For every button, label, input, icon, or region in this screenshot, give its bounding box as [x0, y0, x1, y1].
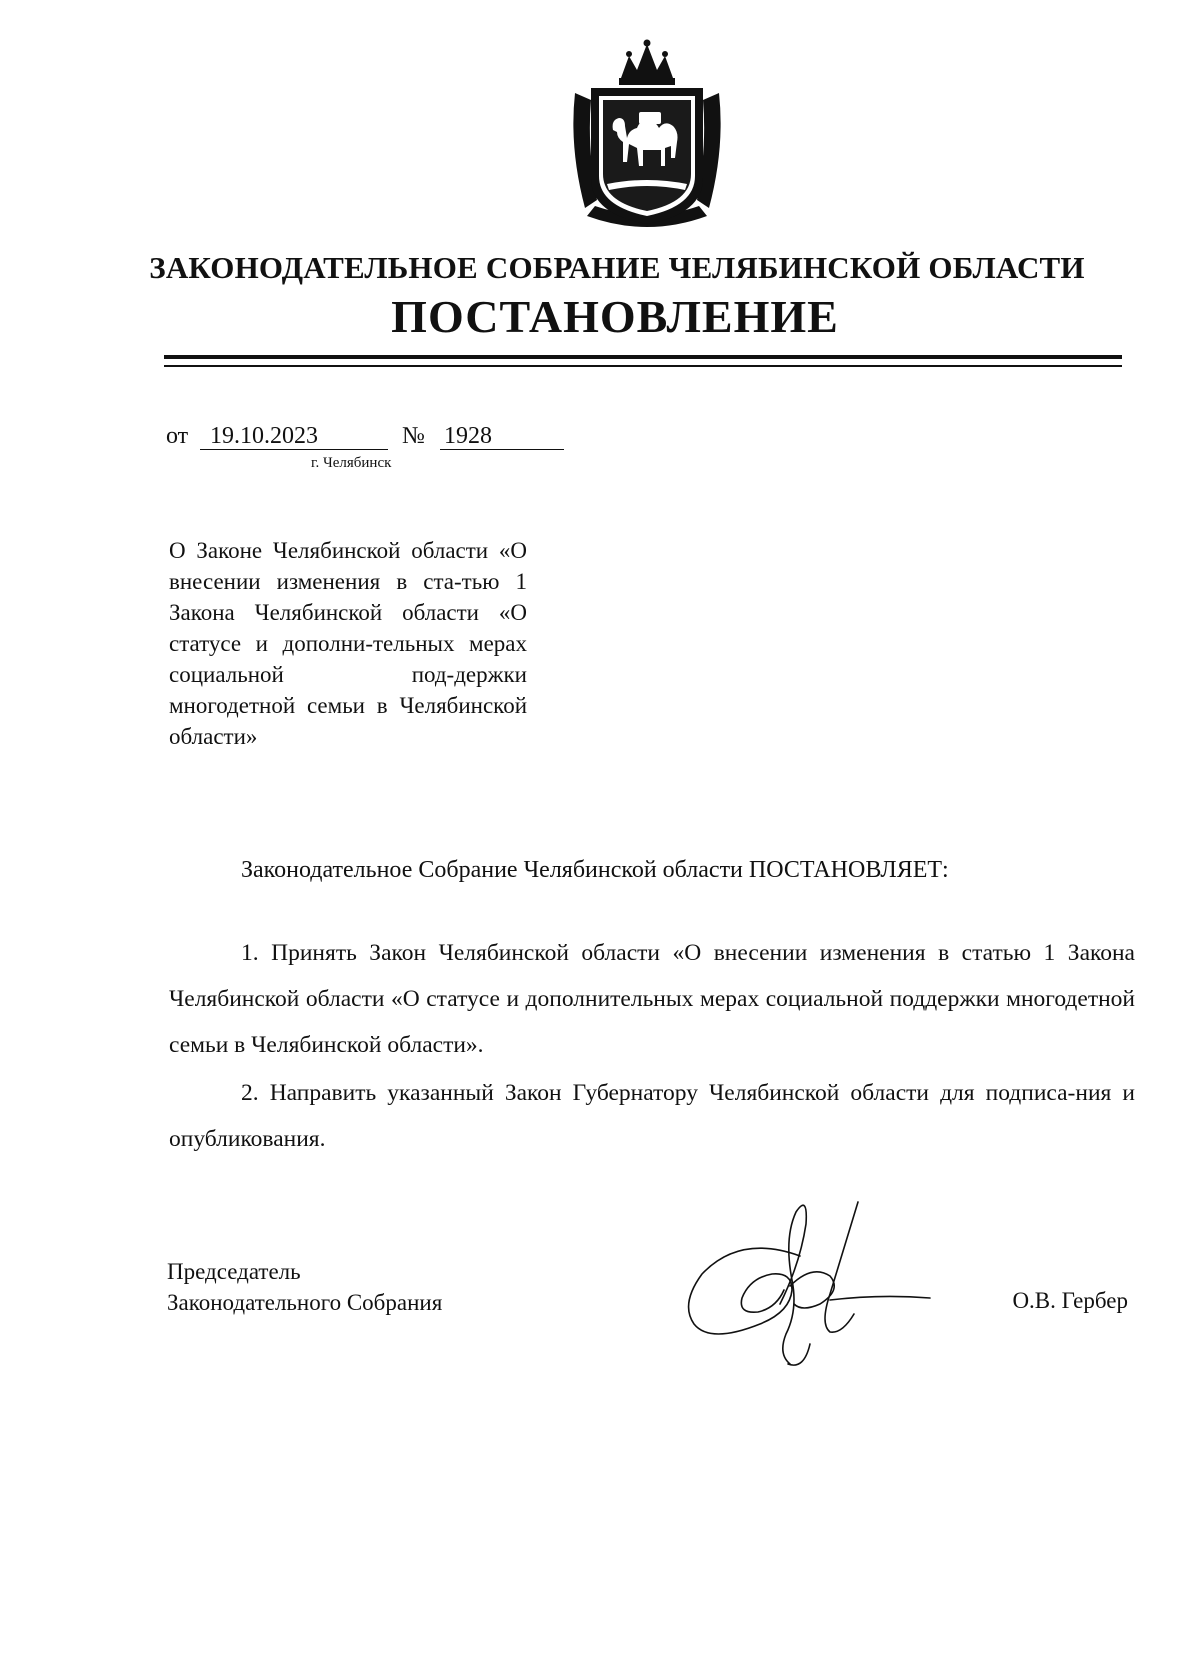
- resolution-item-1: 1. Принять Закон Челябинской области «О внесении изменения в статью 1 Закона Челябинской области «О статусе и дополнительных мерах социальной поддержки многодетной семьи в Челябинской области».: [169, 940, 1135, 1058]
- handwritten-signature-icon: [680, 1194, 940, 1374]
- document-date: 19.10.2023: [200, 423, 388, 450]
- header-divider-thick: [164, 355, 1122, 359]
- signer-position: [167, 1256, 442, 1318]
- header-divider-thin: [164, 365, 1122, 367]
- date-label: от: [166, 423, 189, 449]
- coat-of-arms-icon: [567, 38, 727, 234]
- signer-position-line1: Председатель: [167, 1259, 301, 1284]
- resolution-item-2: 2. Направить указанный Закон Губернатору Челябинской области для подписа-ния и опубликования.: [169, 1080, 1135, 1152]
- organization-name: ЗАКОНОДАТЕЛЬНОЕ СОБРАНИЕ ЧЕЛЯБИНСКОЙ ОБЛАСТИ: [149, 250, 1085, 285]
- number-label: №: [402, 423, 425, 449]
- signer-name: О.В. Гербер: [1012, 1288, 1128, 1313]
- document-subject: О Законе Челябинской области «О внесении изменения в ста-тью 1 Закона Челябинской области «О статусе и дополни-тельных мерах социальной под-держки многодетной семьи в Челябинской области»: [169, 538, 527, 749]
- document-type-title: ПОСТАНОВЛЕНИЕ: [391, 291, 839, 342]
- document-number: 1928: [440, 423, 564, 450]
- preamble: Законодательное Собрание Челябинской области ПОСТАНОВЛЯЕТ:: [241, 857, 949, 883]
- city-label: г. Челябинск: [311, 455, 392, 471]
- signer-position-line2: Законодательного Собрания: [167, 1290, 443, 1315]
